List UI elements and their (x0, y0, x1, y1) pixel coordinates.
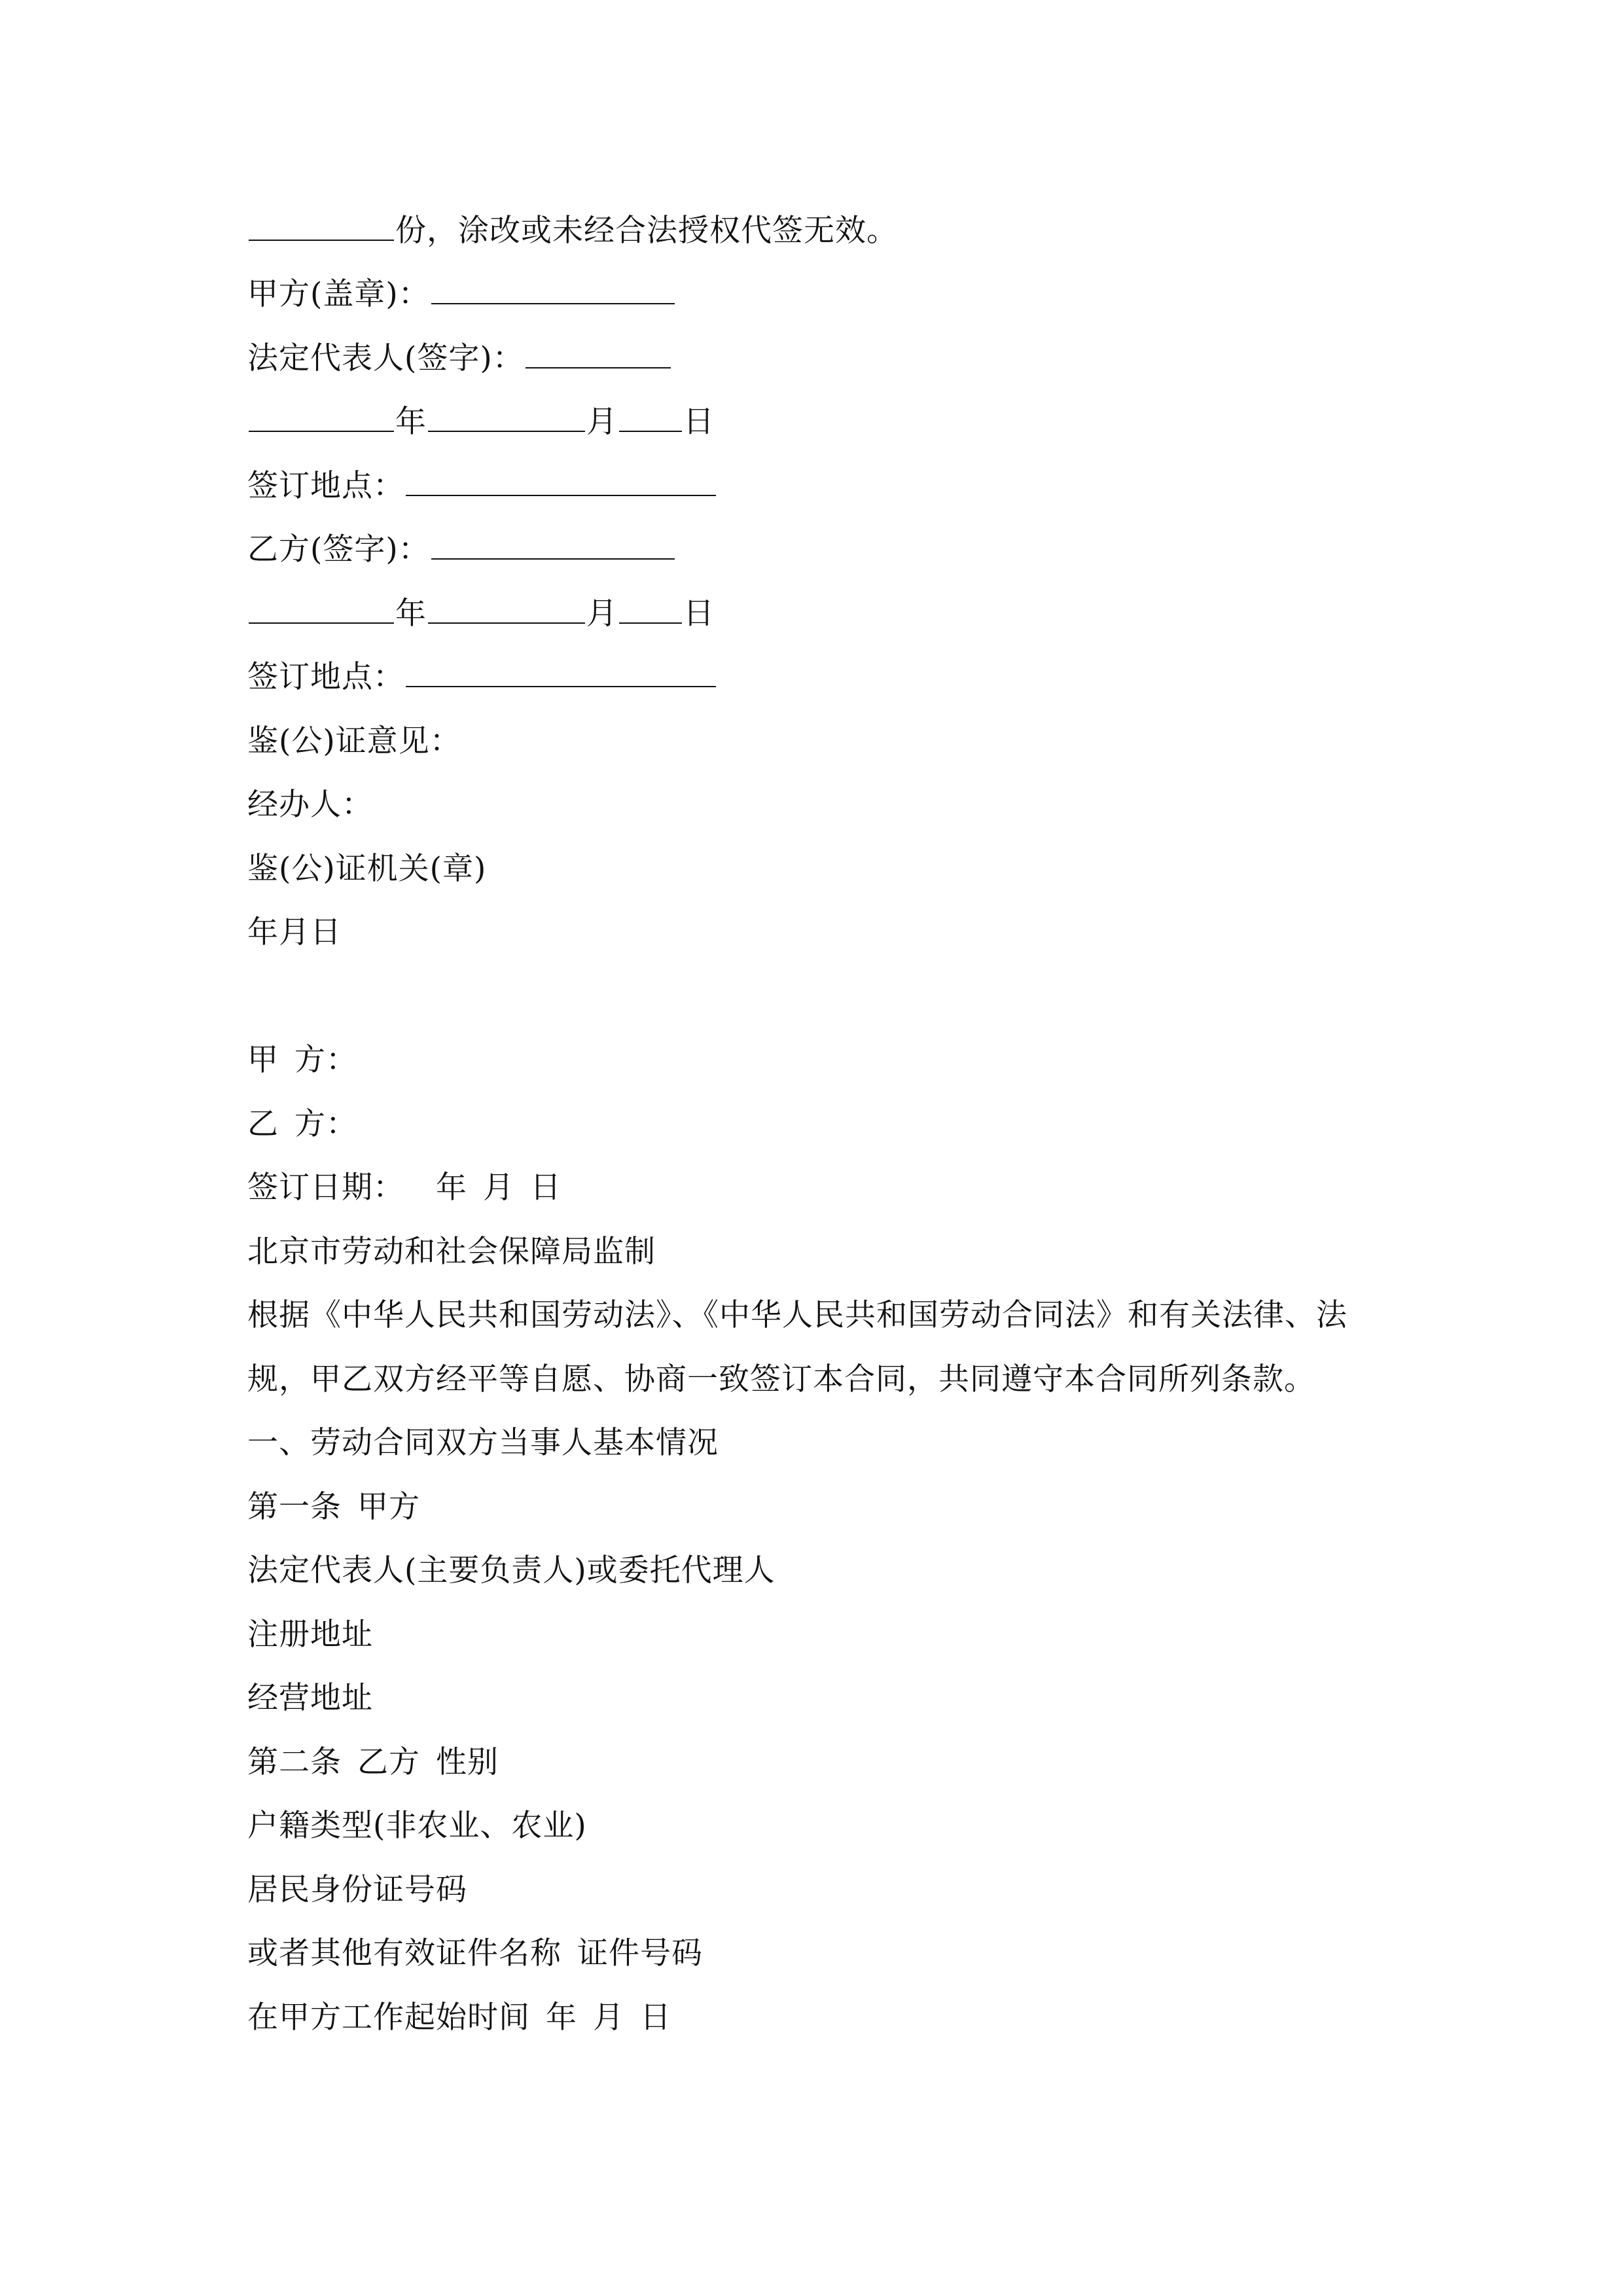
legal-rep-sign-blank[interactable] (526, 340, 671, 368)
legal-rep-sign-line: 法定代表人(签字)： (247, 339, 672, 378)
date-line-a: 年 月 日 (247, 403, 715, 442)
handler-line: 经办人： (247, 787, 373, 823)
copies-blank[interactable] (249, 212, 394, 241)
copies-line: 份，涂改或未经合法授权代签无效。 (247, 211, 898, 251)
other-id-line: 或者其他有效证件名称 证件号码 (247, 1935, 703, 1971)
cover-sign-date: 签订日期： 年 月 日 (247, 1170, 562, 1206)
legal-rep-line: 法定代表人(主要负责人)或委托代理人 (247, 1552, 776, 1588)
sign-place-b-blank[interactable] (406, 658, 716, 687)
date-line-b: 年 月 日 (247, 594, 715, 634)
year-blank-b[interactable] (249, 595, 394, 624)
article-1: 第一条 甲方 (247, 1489, 420, 1525)
party-a-seal-line: 甲方(盖章)： (247, 275, 676, 314)
sign-place-a-blank[interactable] (406, 467, 716, 496)
party-b-sign-blank[interactable] (431, 531, 675, 560)
household-type-line: 户籍类型(非农业、农业) (247, 1808, 587, 1844)
notary-opinion: 鉴(公)证意见： (247, 723, 461, 759)
section-heading: 一、劳动合同双方当事人基本情况 (247, 1425, 719, 1461)
cover-party-b: 乙 方： (247, 1106, 357, 1142)
cover-party-a: 甲 方： (247, 1042, 357, 1078)
party-b-sign-line: 乙方(签字)： (247, 530, 676, 569)
day-blank-b[interactable] (619, 595, 682, 624)
preamble-line-1: 根据《中华人民共和国劳动法》、《中华人民共和国劳动合同法》和有关法律、法 (247, 1297, 1347, 1333)
sign-place-a-line: 签订地点： (247, 467, 717, 506)
notary-date-line: 年月日 (247, 914, 342, 950)
supervisor-line: 北京市劳动和社会保障局监制 (247, 1234, 656, 1270)
sign-place-b-line: 签订地点： (247, 658, 717, 697)
month-blank-a[interactable] (428, 403, 585, 432)
registered-address-line: 注册地址 (247, 1617, 373, 1653)
start-time-line: 在甲方工作起始时间 年 月 日 (247, 2000, 671, 2036)
notary-office-line: 鉴(公)证机关(章) (247, 851, 487, 887)
day-blank-a[interactable] (619, 403, 682, 432)
party-a-seal-blank[interactable] (431, 276, 675, 304)
business-address-line: 经营地址 (247, 1680, 373, 1716)
year-blank-a[interactable] (249, 403, 394, 432)
article-2: 第二条 乙方 性别 (247, 1744, 499, 1780)
preamble-line-2: 规，甲乙双方经平等自愿、协商一致签订本合同，共同遵守本合同所列条款。 (247, 1361, 1315, 1397)
id-number-line: 居民身份证号码 (247, 1872, 467, 1908)
month-blank-b[interactable] (428, 595, 585, 624)
